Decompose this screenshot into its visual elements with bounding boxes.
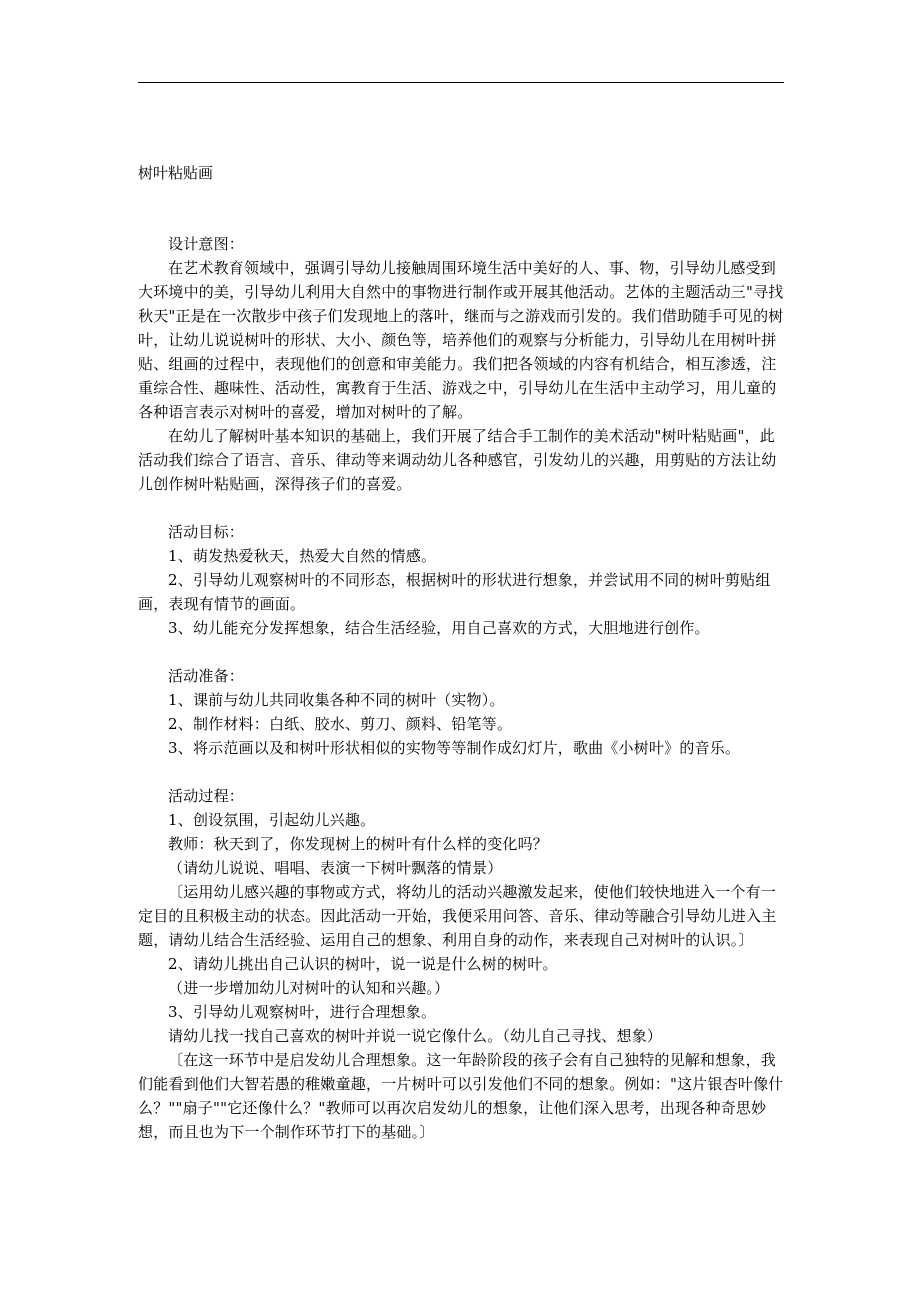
document-body: [138, 232, 784, 1144]
list-item: 2、请幼儿挑出自己认识的树叶，说一说是什么树的树叶。: [168, 955, 558, 973]
paragraph: 〔运用幼儿感兴趣的事物或方式，将幼儿的活动兴趣激发起来，使他们较快地进入一个有一定目的且积极主动的状态。因此活动一开始，我便采用问答、音乐、律动等融合引导幼儿进入主题，请幼儿结合生活经验、运用自己的想象、利用自身的动作，来表现自己对树叶的认识。〕: [138, 883, 777, 949]
list-item: 3、将示范画以及和树叶形状相似的实物等等制作成幻灯片，歌曲《小树叶》的音乐。: [168, 739, 741, 757]
header-rule: [138, 82, 784, 83]
section-heading: 活动目标：: [168, 523, 245, 541]
paragraph: （请幼儿说说、唱唱、表演一下树叶飘落的情景）: [168, 859, 503, 877]
paragraph: 在艺术教育领域中，强调引导幼儿接触周围环境生活中美好的人、事、物，引导幼儿感受到大环境中的美，引导幼儿利用大自然中的事物进行制作或开展其他活动。艺体的主题活动三"寻找秋天"正是在一次散步中孩子们发现地上的落叶，继而与之游戏而引发的。我们借助随手可见的树叶，让幼儿说说树叶的形状、大小、颜色等，培养他们的观察与分析能力，引导幼儿在用树叶拼贴、组画的过程中，表现他们的创意和审美能力。我们把各领域的内容有机结合，相互渗透，注重综合性、趣味性、活动性，寓教育于生活、游戏之中，引导幼儿在生活中主动学习，用儿童的各种语言表示对树叶的喜爱，增加对树叶的了解。: [138, 259, 784, 421]
section-preparation: [138, 664, 784, 760]
paragraph: 在幼儿了解树叶基本知识的基础上，我们开展了结合手工制作的美术活动"树叶粘贴画"，此活动我们综合了语言、音乐、律动等来调动幼儿各种感官，引发幼儿的兴趣，用剪贴的方法让幼儿创作树叶粘贴画，深得孩子们的喜爱。: [138, 427, 777, 493]
paragraph: 〔在这一环节中是启发幼儿合理想象。这一年龄阶段的孩子会有自己独特的见解和想象，我们能看到他们大智若愚的稚嫩童趣，一片树叶可以引发他们不同的想象。例如："这片银杏叶像什么？""扇子""它还像什么？"教师可以再次启发幼儿的想象，让他们深入思考，出现各种奇思妙想，而且也为下一个制作环节打下的基础。〕: [138, 1051, 784, 1141]
list-item: 3、引导幼儿观察树叶，进行合理想象。: [168, 1003, 437, 1021]
document-title: 树叶粘贴画: [138, 164, 214, 182]
paragraph: 请幼儿找一找自己喜欢的树叶并说一说它像什么。（幼儿自己寻找、想象）: [168, 1027, 663, 1045]
section-process: [138, 784, 784, 1144]
section-heading: 活动准备：: [168, 667, 245, 685]
section-heading: 设计意图：: [168, 235, 245, 253]
list-item: 2、引导幼儿观察树叶的不同形态，根据树叶的形状进行想象，并尝试用不同的树叶剪贴组画，表现有情节的画面。: [138, 571, 771, 613]
list-item: 3、幼儿能充分发挥想象，结合生活经验，用自己喜欢的方式，大胆地进行创作。: [168, 619, 710, 637]
paragraph: （进一步增加幼儿对树叶的认知和兴趣。）: [168, 979, 450, 997]
section-goals: [138, 520, 784, 640]
section-design-intent: [138, 232, 784, 496]
list-item: 1、萌发热爱秋天，热爱大自然的情感。: [168, 547, 437, 565]
spacer: [138, 496, 784, 520]
paragraph: 教师：秋天到了，你发现树上的树叶有什么样的变化吗？: [168, 835, 549, 853]
list-item: 1、创设氛围，引起幼儿兴趣。: [168, 811, 376, 829]
spacer: [138, 760, 784, 784]
spacer: [138, 640, 784, 664]
list-item: 1、课前与幼儿共同收集各种不同的树叶（实物）。: [168, 691, 505, 709]
list-item: 2、制作材料：白纸、胶水、剪刀、颜料、铅笔等。: [168, 715, 513, 733]
section-heading: 活动过程：: [168, 787, 245, 805]
